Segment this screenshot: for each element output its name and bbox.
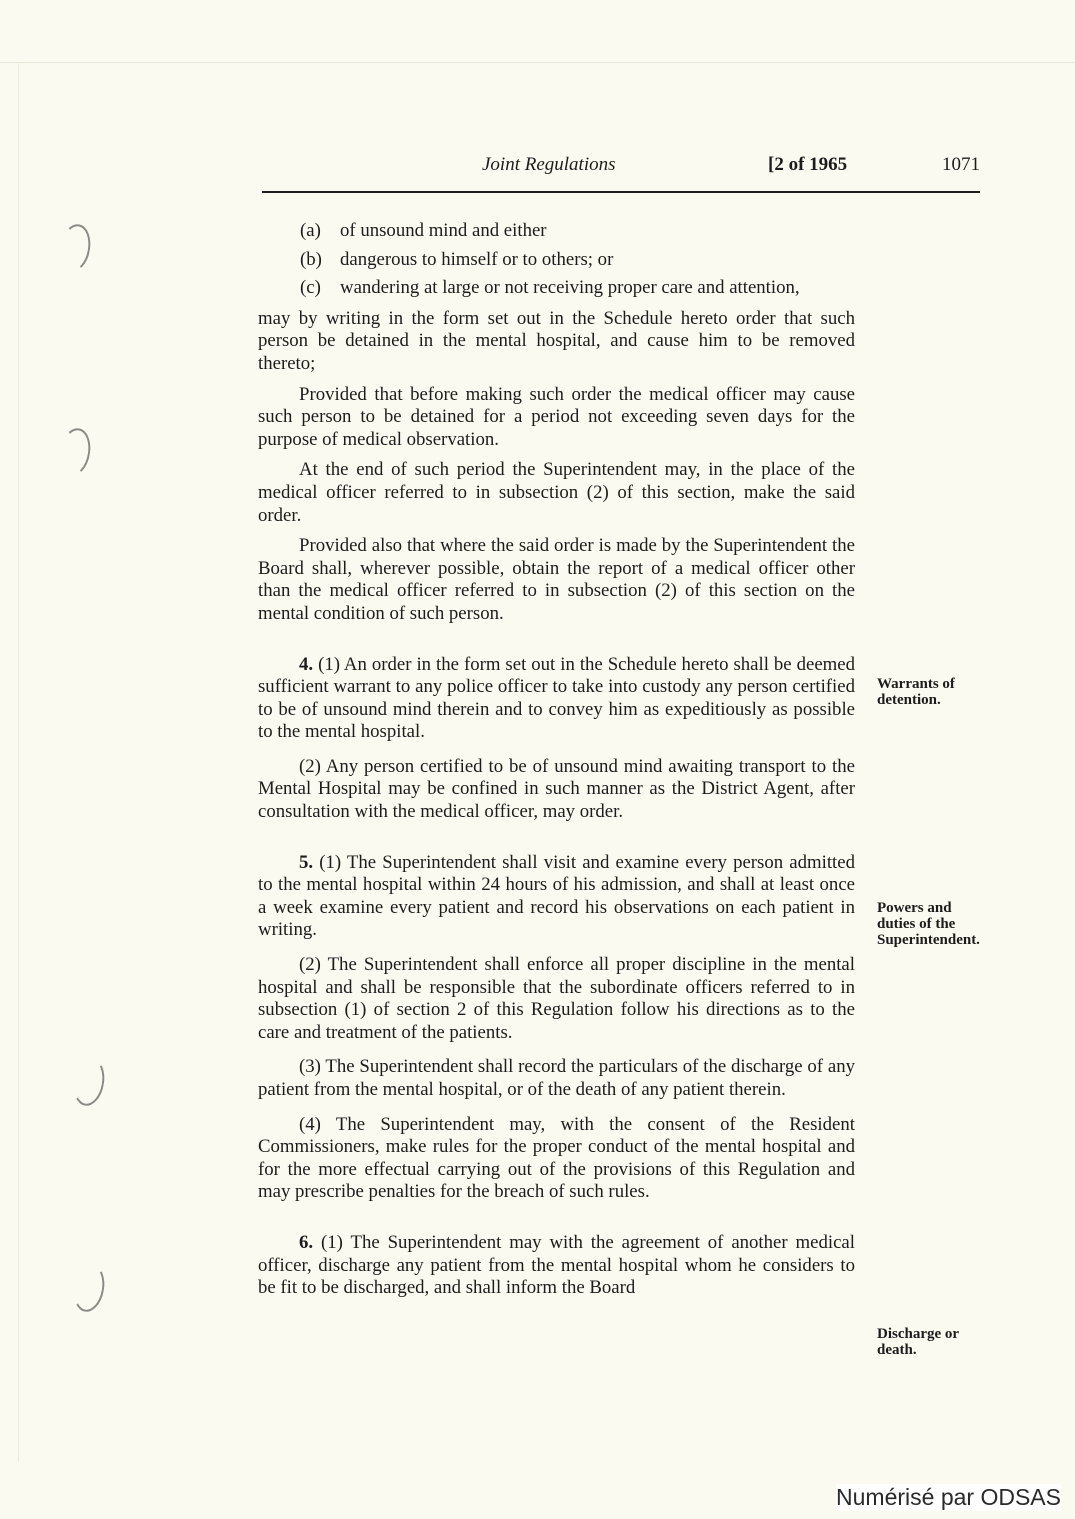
section-number: 5.: [299, 851, 314, 873]
section-number: 4.: [299, 653, 314, 675]
body-text: [258, 220, 855, 1308]
header-title: Joint Regulations: [482, 154, 616, 175]
item-label: (a): [300, 220, 321, 241]
paragraph: Provided also that where the said order is made by the Superintendent the Board shall, wherever possible, obtain the report of a medical officer other than the medical officer referred to in subsection (2) of this section on the mental condition of such person.: [258, 535, 855, 624]
header-rule: [262, 191, 980, 193]
header-act: [2 of 1965: [768, 154, 848, 175]
running-header: [262, 154, 980, 180]
punch-hole-icon: [70, 1056, 108, 1108]
list-item: [300, 249, 855, 272]
section-text: (1) The Superintendent shall visit and examine every person admitted to the mental hospital within 24 hours of his admission, and shall at least once a week examine every patient and record his observations on each patient in writing.: [258, 851, 855, 941]
margin-note-powers: Powers and duties of the Superintendent.: [877, 900, 980, 948]
item-label: (c): [300, 277, 321, 299]
item-label: (b): [300, 248, 322, 270]
punch-hole-icon: [56, 222, 94, 274]
paragraph: may by writing in the form set out in the Schedule hereto order that such person be detained in the mental hospital, and cause him to be removed thereto;: [258, 307, 855, 374]
digitization-credit: Numérisé par ODSAS: [836, 1484, 1061, 1510]
item-text: wandering at large or not receiving proper care and attention,: [340, 277, 800, 299]
list-item: [300, 220, 855, 243]
punch-hole-icon: [70, 1262, 108, 1314]
section-number: 6.: [299, 1231, 314, 1253]
section-5-3: (3) The Superintendent shall record the particulars of the discharge of any patient from the mental hospital, or of the death of any patient therein.: [258, 1056, 855, 1100]
section-5-1: [258, 852, 855, 942]
margin-note-warrants: Warrants of detention.: [877, 676, 955, 708]
section-5-4: (4) The Superintendent may, with the consent of the Resident Commissioners, make rules for the proper conduct of the mental hospital and for the more effectual carrying out of the provisions of this Regulation and may prescribe penalties for the breach of such rules.: [258, 1113, 855, 1203]
item-text: of unsound mind and either: [340, 220, 547, 241]
list-item: [300, 277, 855, 300]
page-edge: [0, 62, 1075, 63]
section-text: (1) An order in the form set out in the Schedule hereto shall be deemed sufficient warrant to any police officer to take into custody any person certified to be of unsound mind therein and to convey him as expeditiously as possible to the mental hospital.: [258, 653, 855, 743]
page-number: 1071: [942, 154, 980, 175]
section-4-2: (2) Any person certified to be of unsound mind awaiting transport to the Mental Hospital may be confined in such manner as the District Agent, after consultation with the medical officer, may order.: [258, 755, 855, 823]
paragraph: At the end of such period the Superintendent may, in the place of the medical officer referred to in subsection (2) of this section, make the said order.: [258, 459, 855, 526]
paragraph: Provided that before making such order the medical officer may cause such person to be detained for a period not exceeding seven days for the purpose of medical observation.: [258, 383, 855, 450]
punch-hole-icon: [56, 426, 94, 478]
page-edge-left: [18, 62, 19, 1462]
section-4-1: [258, 654, 855, 744]
item-text: dangerous to himself or to others; or: [340, 248, 614, 270]
section-5-2: (2) The Superintendent shall enforce all proper discipline in the mental hospital and shall be responsible that the subordinate officers referred to in subsection (1) of section 2 of this Regulation follow his directions as to the care and treatment of the patients.: [258, 954, 855, 1043]
margin-note-discharge: Discharge or death.: [877, 1326, 959, 1358]
section-text: (1) The Superintendent may with the agreement of another medical officer, discharge any patient from the mental hospital whom he considers to be fit to be discharged, and shall inform the Board: [258, 1231, 855, 1299]
section-6-1: [258, 1232, 855, 1300]
